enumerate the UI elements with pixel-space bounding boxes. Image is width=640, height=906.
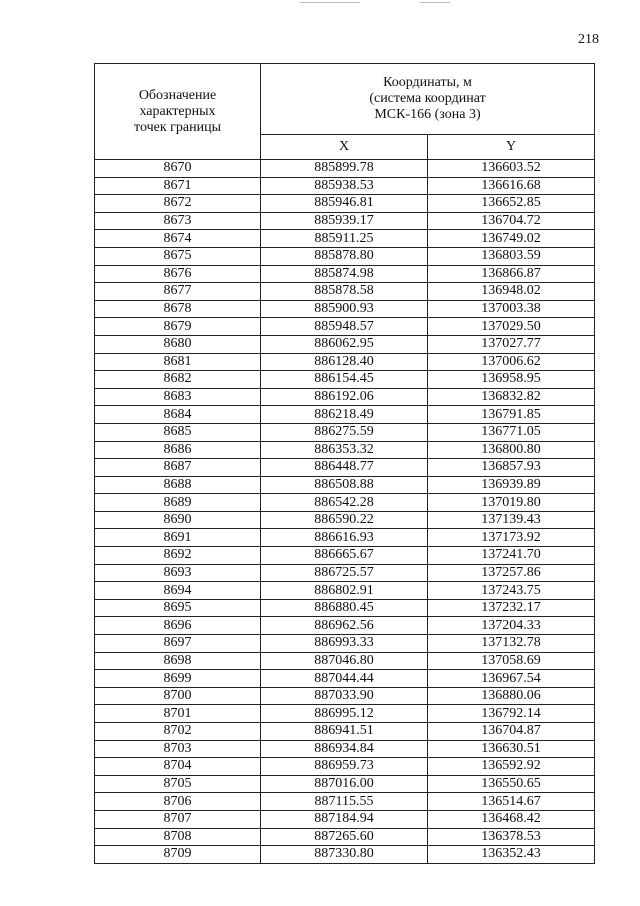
point-id-cell: 8676	[95, 265, 261, 283]
x-coordinate-cell: 885874.98	[261, 265, 428, 283]
table-row	[95, 459, 595, 477]
table-row	[95, 494, 595, 512]
point-id-cell: 8700	[95, 687, 261, 705]
table-row	[95, 388, 595, 406]
y-coordinate-cell: 136857.93	[428, 459, 595, 477]
table-row	[95, 705, 595, 723]
point-id-cell: 8701	[95, 705, 261, 723]
x-coordinate-cell: 886993.33	[261, 635, 428, 653]
y-coordinate-cell: 137003.38	[428, 300, 595, 318]
point-id-cell: 8693	[95, 564, 261, 582]
x-coordinate-cell: 886218.49	[261, 406, 428, 424]
x-coordinate-cell: 886542.28	[261, 494, 428, 512]
coords-header-line: МСК-166 (зона 3)	[374, 106, 481, 122]
y-coordinate-cell: 136704.87	[428, 723, 595, 741]
table-row	[95, 670, 595, 688]
point-id-cell: 8687	[95, 459, 261, 477]
y-coordinate-cell: 136866.87	[428, 265, 595, 283]
x-coordinate-cell: 886353.32	[261, 441, 428, 459]
point-id-cell: 8670	[95, 160, 261, 178]
page-number: 218	[578, 32, 599, 47]
y-coordinate-cell: 137257.86	[428, 564, 595, 582]
y-coordinate-cell: 136791.85	[428, 406, 595, 424]
table-row	[95, 793, 595, 811]
point-id-cell: 8678	[95, 300, 261, 318]
scan-top-mark	[300, 2, 360, 3]
x-coordinate-cell: 886192.06	[261, 388, 428, 406]
points-header-line: Обозначение	[138, 87, 217, 103]
x-coordinate-cell: 886934.84	[261, 740, 428, 758]
x-coordinate-cell: 886154.45	[261, 371, 428, 389]
x-coordinate-cell: 887115.55	[261, 793, 428, 811]
x-coordinate-cell: 887033.90	[261, 687, 428, 705]
table-row	[95, 160, 595, 178]
point-id-cell: 8696	[95, 617, 261, 635]
table-row	[95, 758, 595, 776]
x-coordinate-cell: 885900.93	[261, 300, 428, 318]
y-coordinate-cell: 136352.43	[428, 846, 595, 864]
point-id-cell: 8675	[95, 247, 261, 265]
point-id-cell: 8685	[95, 423, 261, 441]
table-row	[95, 177, 595, 195]
x-coordinate-cell: 886590.22	[261, 511, 428, 529]
x-coordinate-cell: 887330.80	[261, 846, 428, 864]
y-coordinate-cell: 136832.82	[428, 388, 595, 406]
point-id-cell: 8681	[95, 353, 261, 371]
x-coordinate-cell: 886062.95	[261, 335, 428, 353]
coordinates-header	[261, 64, 595, 135]
point-id-cell: 8684	[95, 406, 261, 424]
point-id-cell: 8677	[95, 283, 261, 301]
y-column-header: Y	[428, 134, 595, 159]
table-row	[95, 247, 595, 265]
point-id-cell: 8698	[95, 652, 261, 670]
y-coordinate-cell: 137243.75	[428, 582, 595, 600]
y-coordinate-cell: 137241.70	[428, 547, 595, 565]
x-coordinate-cell: 886128.40	[261, 353, 428, 371]
table-row	[95, 423, 595, 441]
x-coordinate-cell: 886802.91	[261, 582, 428, 600]
y-coordinate-cell: 137139.43	[428, 511, 595, 529]
point-id-cell: 8674	[95, 230, 261, 248]
table-row	[95, 635, 595, 653]
point-id-cell: 8671	[95, 177, 261, 195]
x-coordinate-cell: 885948.57	[261, 318, 428, 336]
y-coordinate-cell: 136378.53	[428, 828, 595, 846]
y-coordinate-cell: 137006.62	[428, 353, 595, 371]
x-coordinate-cell: 886880.45	[261, 599, 428, 617]
x-coordinate-cell: 885899.78	[261, 160, 428, 178]
point-id-cell: 8706	[95, 793, 261, 811]
point-id-cell: 8672	[95, 195, 261, 213]
table-row	[95, 318, 595, 336]
point-id-cell: 8694	[95, 582, 261, 600]
point-id-cell: 8703	[95, 740, 261, 758]
table-row	[95, 529, 595, 547]
points-header-line: характерных	[139, 103, 216, 119]
table-row	[95, 283, 595, 301]
y-coordinate-cell: 136958.95	[428, 371, 595, 389]
y-coordinate-cell: 136967.54	[428, 670, 595, 688]
table-row	[95, 406, 595, 424]
x-coordinate-cell: 886508.88	[261, 476, 428, 494]
x-coordinate-cell: 886275.59	[261, 423, 428, 441]
point-id-cell: 8709	[95, 846, 261, 864]
table-row	[95, 371, 595, 389]
coords-header-line: Координаты, м	[383, 74, 472, 90]
table-row	[95, 511, 595, 529]
point-id-cell: 8689	[95, 494, 261, 512]
y-coordinate-cell: 136749.02	[428, 230, 595, 248]
table-row	[95, 599, 595, 617]
table-row	[95, 828, 595, 846]
y-coordinate-cell: 136514.67	[428, 793, 595, 811]
table-row	[95, 195, 595, 213]
table-row	[95, 687, 595, 705]
x-coordinate-cell: 887265.60	[261, 828, 428, 846]
table-row	[95, 265, 595, 283]
table-row	[95, 212, 595, 230]
point-id-cell: 8695	[95, 599, 261, 617]
y-coordinate-cell: 136652.85	[428, 195, 595, 213]
point-id-cell: 8697	[95, 635, 261, 653]
points-header-line: точек границы	[134, 119, 221, 135]
point-id-cell: 8692	[95, 547, 261, 565]
table-row	[95, 547, 595, 565]
table-row	[95, 617, 595, 635]
x-coordinate-cell: 886959.73	[261, 758, 428, 776]
point-id-cell: 8704	[95, 758, 261, 776]
point-id-cell: 8708	[95, 828, 261, 846]
table-row	[95, 775, 595, 793]
x-coordinate-cell: 886941.51	[261, 723, 428, 741]
table-body	[95, 160, 595, 864]
point-id-cell: 8688	[95, 476, 261, 494]
table-row	[95, 441, 595, 459]
table-row	[95, 582, 595, 600]
x-coordinate-cell: 886995.12	[261, 705, 428, 723]
table-row	[95, 810, 595, 828]
x-coordinate-cell: 885911.25	[261, 230, 428, 248]
table-row	[95, 476, 595, 494]
y-coordinate-cell: 136592.92	[428, 758, 595, 776]
y-coordinate-cell: 137204.33	[428, 617, 595, 635]
point-id-cell: 8699	[95, 670, 261, 688]
x-coordinate-cell: 885946.81	[261, 195, 428, 213]
y-coordinate-cell: 137029.50	[428, 318, 595, 336]
x-coordinate-cell: 886448.77	[261, 459, 428, 477]
scan-top-mark	[420, 2, 450, 3]
y-coordinate-cell: 136704.72	[428, 212, 595, 230]
table-row	[95, 230, 595, 248]
x-coordinate-cell: 886725.57	[261, 564, 428, 582]
y-coordinate-cell: 137173.92	[428, 529, 595, 547]
y-coordinate-cell: 136468.42	[428, 810, 595, 828]
point-id-cell: 8673	[95, 212, 261, 230]
y-coordinate-cell: 136803.59	[428, 247, 595, 265]
point-id-cell: 8707	[95, 810, 261, 828]
point-id-cell: 8679	[95, 318, 261, 336]
table-row	[95, 335, 595, 353]
y-coordinate-cell: 137027.77	[428, 335, 595, 353]
point-id-cell: 8683	[95, 388, 261, 406]
x-column-header: X	[261, 134, 428, 159]
y-coordinate-cell: 136616.68	[428, 177, 595, 195]
y-coordinate-cell: 136880.06	[428, 687, 595, 705]
table-row	[95, 564, 595, 582]
y-coordinate-cell: 137058.69	[428, 652, 595, 670]
y-coordinate-cell: 136792.14	[428, 705, 595, 723]
point-id-cell: 8702	[95, 723, 261, 741]
table-row	[95, 846, 595, 864]
x-coordinate-cell: 886616.93	[261, 529, 428, 547]
y-coordinate-cell: 136800.80	[428, 441, 595, 459]
x-coordinate-cell: 887046.80	[261, 652, 428, 670]
point-id-cell: 8691	[95, 529, 261, 547]
x-coordinate-cell: 885938.53	[261, 177, 428, 195]
y-coordinate-cell: 136948.02	[428, 283, 595, 301]
y-coordinate-cell: 136603.52	[428, 160, 595, 178]
x-coordinate-cell: 885939.17	[261, 212, 428, 230]
table-row	[95, 652, 595, 670]
x-coordinate-cell: 887044.44	[261, 670, 428, 688]
y-coordinate-cell: 137232.17	[428, 599, 595, 617]
y-coordinate-cell: 136771.05	[428, 423, 595, 441]
y-coordinate-cell: 137019.80	[428, 494, 595, 512]
points-column-header	[95, 64, 261, 160]
point-id-cell: 8682	[95, 371, 261, 389]
y-coordinate-cell: 136939.89	[428, 476, 595, 494]
boundary-points-table	[94, 63, 595, 864]
table-row	[95, 723, 595, 741]
point-id-cell: 8686	[95, 441, 261, 459]
y-coordinate-cell: 137132.78	[428, 635, 595, 653]
table-row	[95, 353, 595, 371]
x-coordinate-cell: 885878.80	[261, 247, 428, 265]
table-row	[95, 300, 595, 318]
x-coordinate-cell: 887016.00	[261, 775, 428, 793]
x-coordinate-cell: 886962.56	[261, 617, 428, 635]
point-id-cell: 8680	[95, 335, 261, 353]
x-coordinate-cell: 887184.94	[261, 810, 428, 828]
point-id-cell: 8690	[95, 511, 261, 529]
y-coordinate-cell: 136550.65	[428, 775, 595, 793]
y-coordinate-cell: 136630.51	[428, 740, 595, 758]
table-row	[95, 740, 595, 758]
point-id-cell: 8705	[95, 775, 261, 793]
x-coordinate-cell: 885878.58	[261, 283, 428, 301]
coords-header-line: (система координат	[369, 90, 486, 106]
x-coordinate-cell: 886665.67	[261, 547, 428, 565]
